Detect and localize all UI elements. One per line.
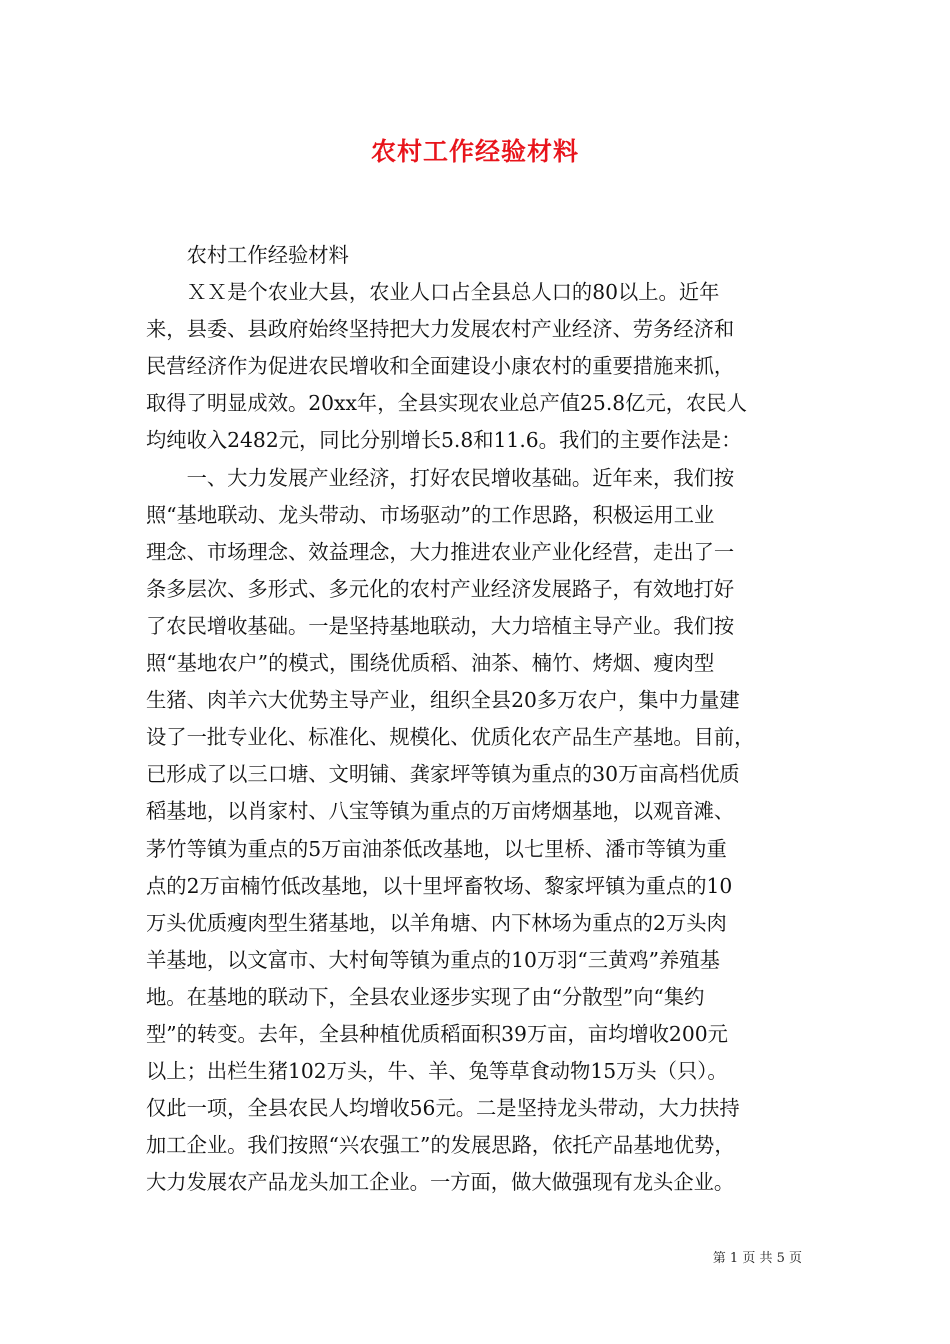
text-line: 地。在基地的联动下，全县农业逐步实现了由“分散型”向“集约 bbox=[146, 984, 705, 1009]
text-line: 取得了明显成效。20xx年，全县实现农业总产值25.8亿元，农民人 bbox=[146, 391, 747, 416]
text-line: ＸＸ是个农业大县，农业人口占全县总人口的80以上。近年 bbox=[146, 280, 720, 305]
text-line: 设了一批专业化、标准化、规模化、优质化农产品生产基地。目前， bbox=[146, 725, 755, 750]
text-line: 照“基地农户”的模式，围绕优质稻、油茶、楠竹、烤烟、瘦肉型 bbox=[146, 651, 715, 676]
text-line: 茅竹等镇为重点的5万亩油茶低改基地，以七里桥、潘市等镇为重 bbox=[146, 836, 727, 861]
text-line: 稻基地，以肖家村、八宝等镇为重点的万亩烤烟基地，以观音滩、 bbox=[146, 799, 735, 824]
text-line: 民营经济作为促进农民增收和全面建设小康农村的重要措施来抓， bbox=[146, 354, 735, 379]
text-line: 条多层次、多形式、多元化的农村产业经济发展路子，有效地打好 bbox=[146, 576, 735, 601]
text-line: 一、大力发展产业经济，打好农民增收基础。近年来，我们按 bbox=[146, 465, 735, 490]
text-line: 生猪、肉羊六大优势主导产业，组织全县20多万农户，集中力量建 bbox=[146, 688, 740, 713]
text-line: 仅此一项，全县农民人均增收56元。二是坚持龙头带动，大力扶持 bbox=[146, 1096, 740, 1121]
page-title: 农村工作经验材料 bbox=[370, 137, 579, 166]
text-line: 加工企业。我们按照“兴农强工”的发展思路，依托产品基地优势， bbox=[146, 1133, 735, 1158]
text-line: 了农民增收基础。一是坚持基地联动，大力培植主导产业。我们按 bbox=[146, 613, 735, 638]
text-line: 大力发展农产品龙头加工企业。一方面，做大做强现有龙头企业。 bbox=[146, 1170, 735, 1195]
text-line: 型”的转变。去年，全县种植优质稻面积39万亩，亩均增收200元 bbox=[146, 1021, 728, 1046]
page-footer: 第 1 页 共 5 页 bbox=[712, 1251, 802, 1266]
text-line: 以上；出栏生猪102万头，牛、羊、兔等草食动物15万头（只）。 bbox=[146, 1059, 728, 1084]
text-line: 点的2万亩楠竹低改基地，以十里坪畜牧场、黎家坪镇为重点的10 bbox=[146, 873, 733, 898]
text-line: 羊基地，以文富市、大村甸等镇为重点的10万羽“三黄鸡”养殖基 bbox=[146, 947, 720, 972]
text-line: 农村工作经验材料 bbox=[146, 243, 349, 267]
text-line: 均纯收入2482元，同比分别增长5.8和11.6。我们的主要作法是： bbox=[146, 428, 742, 453]
text-line: 照“基地联动、龙头带动、市场驱动”的工作思路，积极运用工业 bbox=[146, 502, 715, 527]
text-line: 万头优质瘦肉型生猪基地，以羊角塘、内下林场为重点的2万头肉 bbox=[146, 910, 727, 935]
text-line: 理念、市场理念、效益理念，大力推进农业产业化经营，走出了一 bbox=[146, 539, 735, 564]
body-text bbox=[146, 237, 806, 1201]
text-line: 来，县委、县政府始终坚持把大力发展农村产业经济、劳务经济和 bbox=[146, 317, 735, 342]
text-line: 已形成了以三口塘、文明铺、龚家坪等镇为重点的30万亩高档优质 bbox=[146, 762, 740, 787]
